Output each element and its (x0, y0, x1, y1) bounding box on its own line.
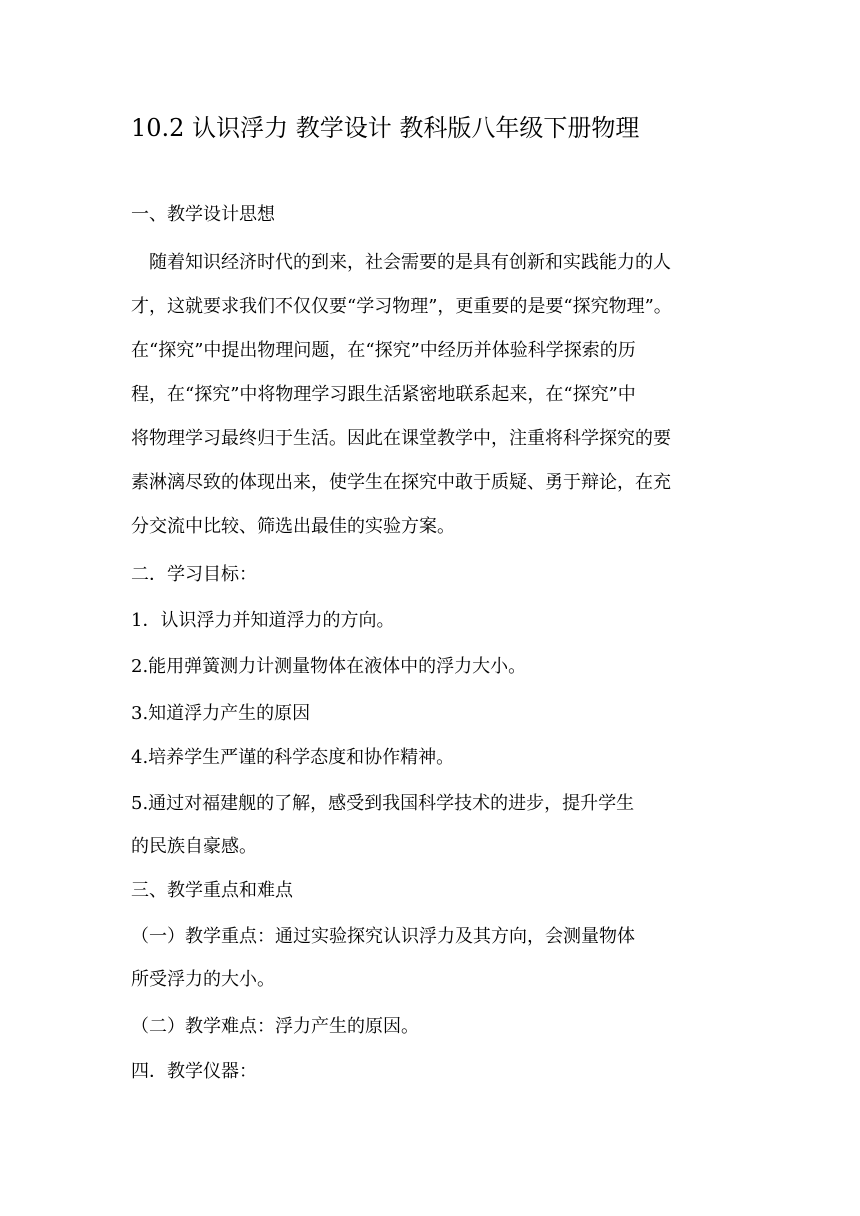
goal-item: 1．认识浮力并知道浮力的方向。 (131, 610, 395, 631)
goal-item: 2.能用弹簧测力计测量物体在液体中的浮力大小。 (131, 656, 527, 677)
section-heading-instruments: 四．教学仪器： (131, 1061, 257, 1082)
section-heading-learning-goals: 二．学习目标： (131, 564, 257, 585)
key-point-item: （一）教学重点：通过实验探究认识浮力及其方向，会测量物体 (131, 926, 635, 947)
goal-item-continued: 的民族自豪感。 (131, 836, 257, 857)
key-point-item: （二）教学难点：浮力产生的原因。 (131, 1016, 419, 1037)
paragraph-line: 程，在“探究”中将物理学习跟生活紧密地联系起来，在“探究”中 (131, 384, 636, 405)
section-heading-design-idea: 一、教学设计思想 (131, 204, 275, 225)
paragraph-line: 才，这就要求我们不仅仅要“学习物理”，更重要的是要“探究物理”。 (131, 296, 672, 317)
document-title: 10.2 认识浮力 教学设计 教科版八年级下册物理 (131, 114, 640, 142)
paragraph-line: 分交流中比较、筛选出最佳的实验方案。 (131, 516, 455, 537)
paragraph-line: 在“探究”中提出物理问题，在“探究”中经历并体验科学探索的历 (131, 340, 636, 361)
paragraph-line: 素淋漓尽致的体现出来，使学生在探究中敢于质疑、勇于辩论，在充 (131, 472, 671, 493)
key-point-item-continued: 所受浮力的大小。 (131, 969, 275, 990)
goal-item: 4.培养学生严谨的科学态度和协作精神。 (131, 747, 455, 768)
goal-item: 5.通过对福建舰的了解，感受到我国科学技术的进步，提升学生 (131, 793, 635, 814)
paragraph-line: 随着知识经济时代的到来，社会需要的是具有创新和实践能力的人 (149, 252, 671, 273)
section-heading-key-points: 三、教学重点和难点 (131, 880, 293, 901)
paragraph-line: 将物理学习最终归于生活。因此在课堂教学中，注重将科学探究的要 (131, 428, 671, 449)
goal-item: 3.知道浮力产生的原因 (131, 703, 311, 724)
